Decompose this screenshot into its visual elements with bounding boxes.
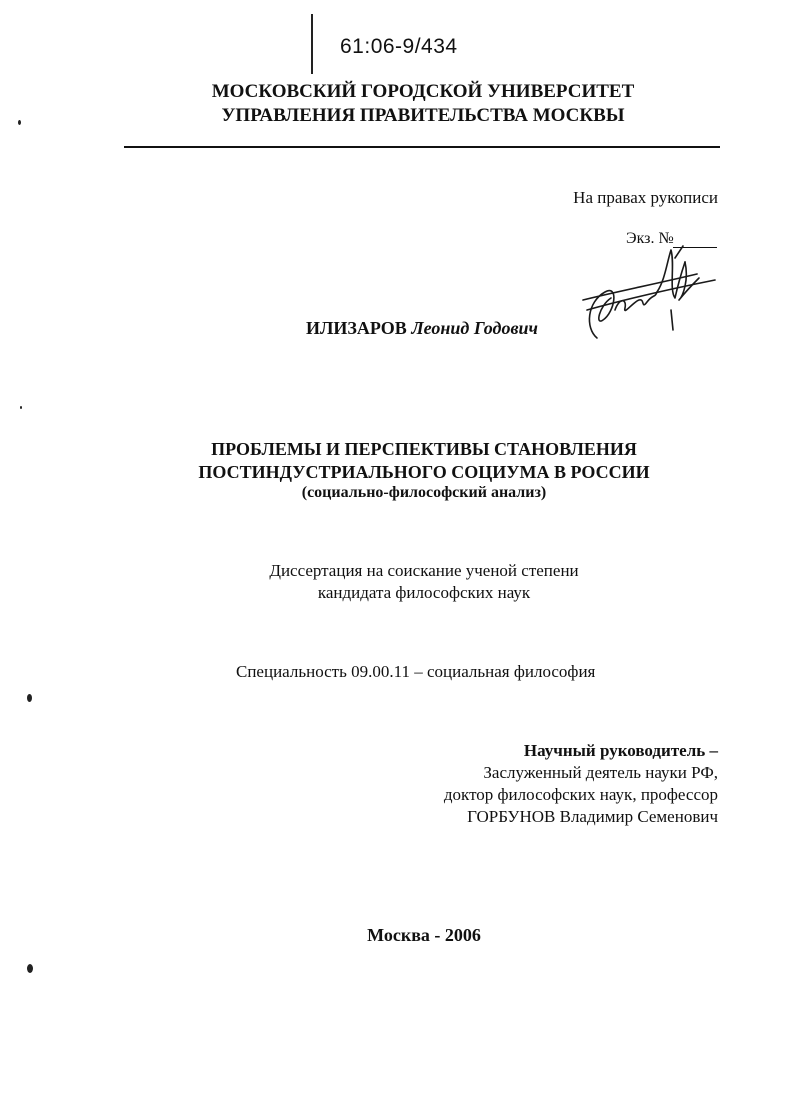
degree-line1: Диссертация на соискание ученой степени <box>269 561 579 580</box>
dissertation-title-line2: ПОСТИНДУСТРИАЛЬНОГО СОЦИУМА В РОССИИ <box>198 462 650 482</box>
specialty: Специальность 09.00.11 – социальная философия <box>236 662 596 681</box>
dissertation-subtitle: (социально-философский анализ) <box>301 484 547 501</box>
copy-number-label: Экз. № <box>626 230 674 247</box>
scan-speck <box>20 406 22 409</box>
author-name <box>306 318 538 339</box>
header-rule <box>124 146 720 148</box>
supervisor-heading: Научный руководитель – <box>523 741 718 760</box>
dissertation-title-line1: ПРОБЛЕМЫ И ПЕРСПЕКТИВЫ СТАНОВЛЕНИЯ <box>211 439 637 459</box>
manuscript-rights: На правах рукописи <box>573 188 718 207</box>
university-name-line1: МОСКОВСКИЙ ГОРОДСКОЙ УНИВЕРСИТЕТ <box>211 81 635 102</box>
supervisor-title-line1: Заслуженный деятель науки РФ, <box>483 763 718 782</box>
city-year: Москва - 2006 <box>367 925 481 945</box>
author-surname: ИЛИЗАРОВ <box>306 318 407 338</box>
supervisor-name: ГОРБУНОВ Владимир Семенович <box>467 807 718 826</box>
scan-speck <box>27 964 33 973</box>
scan-speck <box>27 694 32 702</box>
stamp-divider <box>311 14 313 74</box>
scan-speck <box>18 120 21 125</box>
university-name-line2: УПРАВЛЕНИЯ ПРАВИТЕЛЬСТВА МОСКВЫ <box>221 105 625 126</box>
signature-icon <box>575 240 725 342</box>
supervisor-title-line2: доктор философских наук, профессор <box>443 785 718 804</box>
author-given-names: Леонид Годович <box>411 318 538 338</box>
library-code: 61:06-9/434 <box>340 35 458 58</box>
degree-line2: кандидата философских наук <box>317 583 531 602</box>
